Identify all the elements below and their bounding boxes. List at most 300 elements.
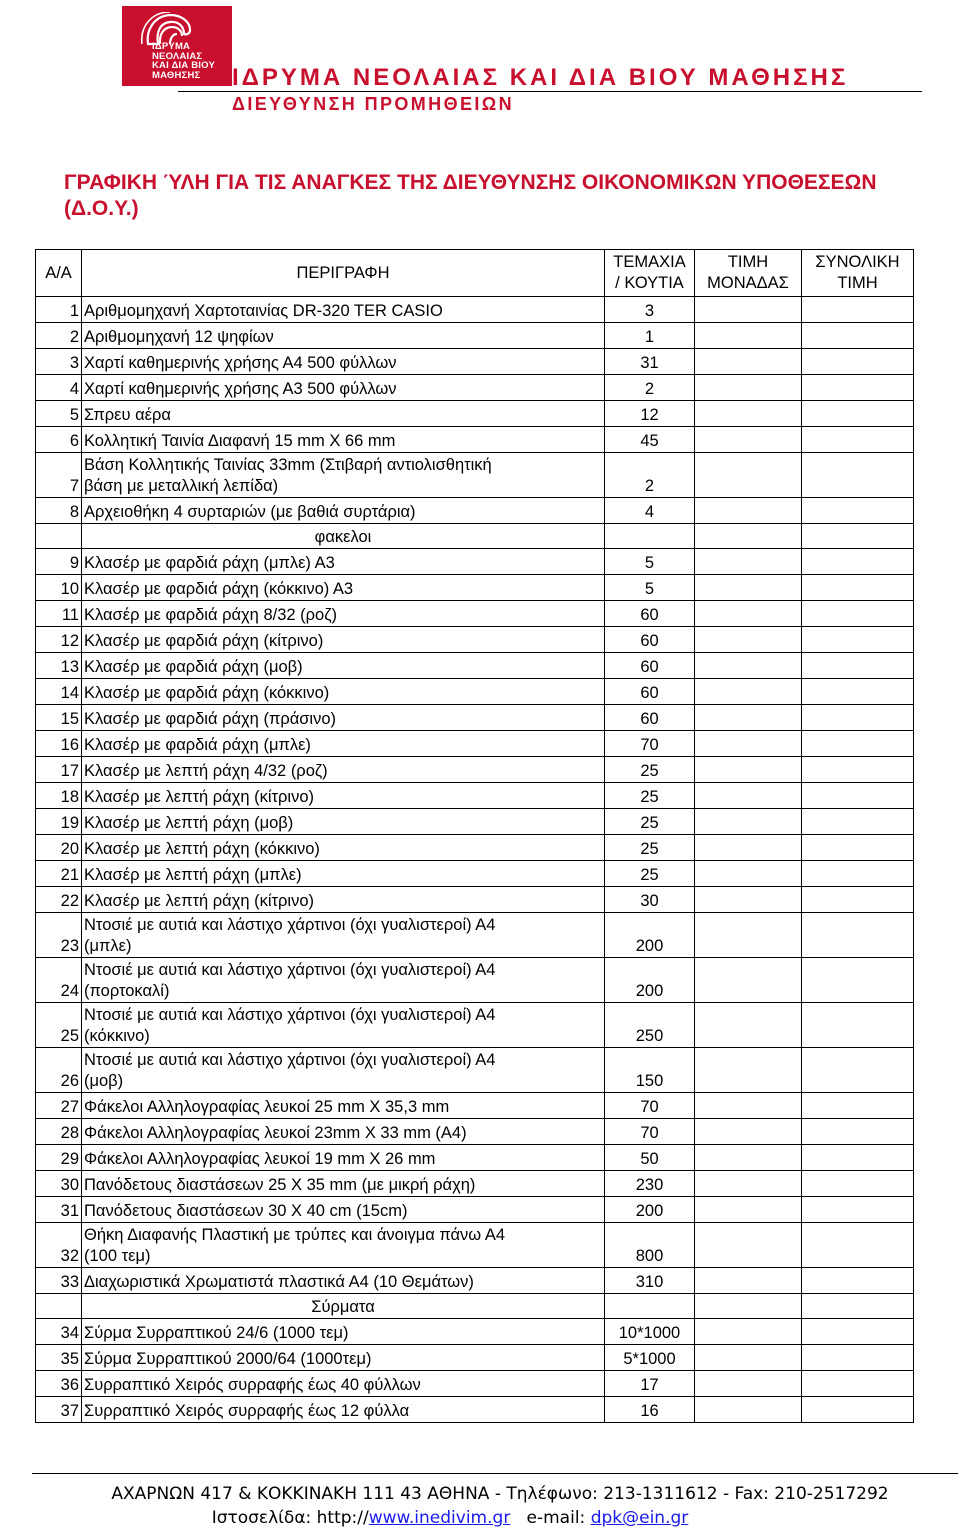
- cell-number: 3: [36, 349, 82, 375]
- cell-description: [82, 427, 605, 453]
- cell-blank: [605, 524, 695, 549]
- description-line: Χαρτί καθημερινής χρήσης Α4 500 φύλλων: [84, 354, 397, 372]
- cell-blank: [802, 524, 914, 549]
- footer-contacts: [0, 1508, 900, 1528]
- cell-number: 6: [36, 427, 82, 453]
- description-line: βάση με μεταλλική λεπίδα): [84, 477, 279, 495]
- column-header-total-price: [802, 250, 914, 297]
- description-line: Ντοσιέ με αυτιά και λάστιχο χάρτινοι (όχι γυαλιστεροί) Α4: [84, 1006, 496, 1024]
- cell-unit-price: [695, 427, 802, 453]
- table-row: [36, 1197, 914, 1223]
- description-line: Κλασέρ με φαρδιά ράχη (μπλε): [84, 736, 311, 754]
- cell-description: [82, 1371, 605, 1397]
- logo-line: ΚΑΙ ΔΙΑ ΒΙΟΥ: [152, 60, 215, 71]
- table-row: [36, 1048, 914, 1093]
- table-row: [36, 375, 914, 401]
- cell-description: [82, 757, 605, 783]
- cell-description: [82, 375, 605, 401]
- description-line: Κλασέρ με φαρδιά ράχη (μοβ): [84, 658, 303, 676]
- cell-description: [82, 627, 605, 653]
- cell-description: [82, 601, 605, 627]
- logo-text: [152, 42, 215, 80]
- cell-description: [82, 913, 605, 958]
- table-row: [36, 1119, 914, 1145]
- cell-quantity: 17: [605, 1371, 695, 1397]
- cell-number: 31: [36, 1197, 82, 1223]
- table-row: [36, 679, 914, 705]
- description-line: Φάκελοι Αλληλογραφίας λευκοί 19 mm Χ 26 mm: [84, 1150, 436, 1168]
- description-line: Σπρευ αέρα: [84, 406, 171, 424]
- header-divider: [178, 91, 922, 92]
- cell-description: [82, 453, 605, 498]
- cell-quantity: 31: [605, 349, 695, 375]
- description-line: Κλασέρ με φαρδιά ράχη (κόκκινο): [84, 684, 330, 702]
- cell-number: 9: [36, 549, 82, 575]
- table-row: [36, 453, 914, 498]
- cell-number: 7: [36, 453, 82, 498]
- cell-description: [82, 1197, 605, 1223]
- column-header-quantity: [605, 250, 695, 297]
- cell-total-price: [802, 375, 914, 401]
- cell-total-price: [802, 323, 914, 349]
- cell-number: 37: [36, 1397, 82, 1423]
- table-row: [36, 401, 914, 427]
- cell-description: [82, 1319, 605, 1345]
- logo-line: ΜΑΘΗΣΗΣ: [152, 69, 201, 81]
- table-row: [36, 887, 914, 913]
- cell-number: 21: [36, 861, 82, 887]
- table-row: [36, 1093, 914, 1119]
- cell-unit-price: [695, 809, 802, 835]
- cell-number: 16: [36, 731, 82, 757]
- description-line: (κόκκινο): [84, 1027, 150, 1045]
- cell-number: 24: [36, 958, 82, 1003]
- cell-quantity: 150: [605, 1048, 695, 1093]
- header-line: / ΚΟΥΤΙΑ: [615, 274, 684, 292]
- cell-quantity: 12: [605, 401, 695, 427]
- cell-number: 18: [36, 783, 82, 809]
- table-row: [36, 731, 914, 757]
- description-line: Κλασέρ με λεπτή ράχη (κίτρινο): [84, 788, 315, 806]
- cell-unit-price: [695, 783, 802, 809]
- table-row: [36, 958, 914, 1003]
- description-line: Θήκη Διαφανής Πλαστική με τρύπες και άνοιγμα πάνω Α4: [84, 1226, 506, 1244]
- cell-description: [82, 323, 605, 349]
- description-line: Φάκελοι Αλληλογραφίας λευκοί 23mm Χ 33 mm (Α4): [84, 1124, 467, 1142]
- cell-total-price: [802, 1397, 914, 1423]
- cell-unit-price: [695, 835, 802, 861]
- cell-description: [82, 575, 605, 601]
- description-line: Συρραπτικό Χειρός συρραφής έως 12 φύλλα: [84, 1402, 410, 1420]
- logo-line: ΝΕΟΛΑΙΑΣ: [152, 50, 203, 62]
- cell-quantity: 200: [605, 913, 695, 958]
- organization-logo: [122, 6, 232, 86]
- website-link[interactable]: www.inedivim.gr: [368, 1508, 511, 1528]
- table-row: [36, 349, 914, 375]
- cell-description: [82, 349, 605, 375]
- description-line: Συρραπτικό Χειρός συρραφής έως 40 φύλλων: [84, 1376, 421, 1394]
- cell-unit-price: [695, 453, 802, 498]
- cell-quantity: 70: [605, 1093, 695, 1119]
- cell-description: [82, 1048, 605, 1093]
- cell-number: 17: [36, 757, 82, 783]
- description-line: Κλασέρ με φαρδιά ράχη 8/32 (ροζ): [84, 606, 337, 624]
- cell-total-price: [802, 861, 914, 887]
- cell-quantity: 2: [605, 453, 695, 498]
- cell-description: [82, 679, 605, 705]
- cell-total-price: [802, 575, 914, 601]
- description-line: (μοβ): [84, 1072, 124, 1090]
- cell-unit-price: [695, 653, 802, 679]
- description-line: Κλασέρ με λεπτή ράχη 4/32 (ροζ): [84, 762, 328, 780]
- cell-number: 4: [36, 375, 82, 401]
- cell-description: [82, 401, 605, 427]
- cell-unit-price: [695, 887, 802, 913]
- cell-number: 14: [36, 679, 82, 705]
- cell-total-price: [802, 498, 914, 524]
- cell-description: [82, 835, 605, 861]
- cell-quantity: 25: [605, 783, 695, 809]
- table-row: [36, 575, 914, 601]
- cell-quantity: 5: [605, 549, 695, 575]
- table-row: [36, 427, 914, 453]
- footer-divider: [32, 1473, 958, 1474]
- cell-total-price: [802, 401, 914, 427]
- description-line: Βάση Κολλητικής Ταινίας 33mm (Στιβαρή αντιολισθητική: [84, 456, 492, 474]
- cell-description: [82, 809, 605, 835]
- footer-address: ΑΧΑΡΝΩΝ 417 & ΚΟΚΚΙΝΑΚΗ 111 43 ΑΘΗΝΑ - Τηλέφωνο: 213-1311612 - Fax: 210-2517292: [111, 1484, 889, 1504]
- cell-number: 33: [36, 1268, 82, 1294]
- cell-description: [82, 958, 605, 1003]
- cell-description: [82, 1145, 605, 1171]
- table-row: [36, 1319, 914, 1345]
- cell-description: [82, 549, 605, 575]
- description-line: (100 τεμ): [84, 1247, 151, 1265]
- cell-quantity: 25: [605, 757, 695, 783]
- cell-total-price: [802, 1093, 914, 1119]
- cell-description: [82, 1119, 605, 1145]
- description-line: Διαχωριστικά Χρωματιστά πλαστικά Α4 (10 Θεμάτων): [84, 1273, 474, 1291]
- cell-description: [82, 1345, 605, 1371]
- table-row: [36, 809, 914, 835]
- cell-quantity: 800: [605, 1223, 695, 1268]
- cell-unit-price: [695, 1371, 802, 1397]
- description-line: Κλασέρ με φαρδιά ράχη (κόκκινο) Α3: [84, 580, 354, 598]
- website-label: Ιστοσελίδα: http://: [211, 1508, 369, 1528]
- description-line: Κλασέρ με λεπτή ράχη (κίτρινο): [84, 892, 315, 910]
- cell-number: 13: [36, 653, 82, 679]
- table-row: [36, 1268, 914, 1294]
- cell-total-price: [802, 809, 914, 835]
- email-label: e-mail:: [526, 1508, 586, 1528]
- cell-total-price: [802, 887, 914, 913]
- cell-unit-price: [695, 1319, 802, 1345]
- cell-total-price: [802, 297, 914, 323]
- table-body: [36, 297, 914, 1423]
- column-header-unit-price: [695, 250, 802, 297]
- cell-unit-price: [695, 1345, 802, 1371]
- cell-total-price: [802, 1371, 914, 1397]
- cell-total-price: [802, 757, 914, 783]
- logo-line: ΙΔΡΥΜΑ: [152, 41, 191, 52]
- cell-quantity: 10*1000: [605, 1319, 695, 1345]
- table-row: [36, 783, 914, 809]
- description-line: Κολλητική Ταινία Διαφανή 15 mm Χ 66 mm: [84, 432, 396, 450]
- cell-quantity: 310: [605, 1268, 695, 1294]
- cell-unit-price: [695, 1197, 802, 1223]
- header-line: ΜΟΝΑΔΑΣ: [707, 274, 789, 292]
- cell-description: [82, 1397, 605, 1423]
- cell-total-price: [802, 958, 914, 1003]
- description-line: Αριθμομηχανή Χαρτοταινίας DR-320 TER CASIO: [84, 302, 443, 320]
- cell-description: [82, 1223, 605, 1268]
- cell-number: 10: [36, 575, 82, 601]
- cell-total-price: [802, 1171, 914, 1197]
- cell-quantity: 5*1000: [605, 1345, 695, 1371]
- description-line: Κλασέρ με φαρδιά ράχη (κίτρινο): [84, 632, 324, 650]
- cell-unit-price: [695, 1048, 802, 1093]
- cell-total-price: [802, 705, 914, 731]
- cell-total-price: [802, 1048, 914, 1093]
- description-line: Κλασέρ με φαρδιά ράχη (μπλε) Α3: [84, 554, 335, 572]
- cell-quantity: 30: [605, 887, 695, 913]
- table-row: [36, 1397, 914, 1423]
- cell-quantity: 250: [605, 1003, 695, 1048]
- cell-total-price: [802, 349, 914, 375]
- cell-blank: [605, 1294, 695, 1319]
- description-line: Κλασέρ με φαρδιά ράχη (πράσινο): [84, 710, 337, 728]
- cell-description: [82, 887, 605, 913]
- section-heading: φακελοι: [82, 524, 605, 549]
- table-row: [36, 705, 914, 731]
- cell-quantity: 25: [605, 809, 695, 835]
- table-row: [36, 1171, 914, 1197]
- header-line: ΤΙΜΗ: [727, 253, 769, 271]
- cell-unit-price: [695, 913, 802, 958]
- cell-total-price: [802, 549, 914, 575]
- description-line: (πορτοκαλί): [84, 982, 170, 1000]
- cell-blank: [36, 524, 82, 549]
- cell-total-price: [802, 627, 914, 653]
- cell-total-price: [802, 1003, 914, 1048]
- cell-number: 30: [36, 1171, 82, 1197]
- cell-unit-price: [695, 401, 802, 427]
- description-line: Ντοσιέ με αυτιά και λάστιχο χάρτινοι (όχι γυαλιστεροί) Α4: [84, 961, 496, 979]
- cell-total-price: [802, 835, 914, 861]
- description-line: Χαρτί καθημερινής χρήσης Α3 500 φύλλων: [84, 380, 397, 398]
- cell-description: [82, 783, 605, 809]
- cell-unit-price: [695, 498, 802, 524]
- cell-number: 2: [36, 323, 82, 349]
- cell-unit-price: [695, 705, 802, 731]
- cell-quantity: 230: [605, 1171, 695, 1197]
- cell-quantity: 1: [605, 323, 695, 349]
- cell-unit-price: [695, 323, 802, 349]
- description-line: Πανόδετους διαστάσεων 25 Χ 35 mm (με μικρή ράχη): [84, 1176, 476, 1194]
- description-line: Σύρμα Συρραπτικού 24/6 (1000 τεμ): [84, 1324, 349, 1342]
- table-row: [36, 627, 914, 653]
- cell-quantity: 70: [605, 731, 695, 757]
- header-line: ΤΕΜΑΧΙΑ: [613, 253, 686, 271]
- column-header-number: Α/Α: [36, 250, 82, 297]
- cell-total-price: [802, 453, 914, 498]
- cell-total-price: [802, 1268, 914, 1294]
- cell-quantity: 25: [605, 835, 695, 861]
- cell-number: 25: [36, 1003, 82, 1048]
- table-row: [36, 913, 914, 958]
- cell-unit-price: [695, 349, 802, 375]
- table-row: [36, 1003, 914, 1048]
- cell-total-price: [802, 1145, 914, 1171]
- cell-blank: [695, 1294, 802, 1319]
- cell-number: 36: [36, 1371, 82, 1397]
- table-row: [36, 653, 914, 679]
- description-line: Ντοσιέ με αυτιά και λάστιχο χάρτινοι (όχι γυαλιστεροί) Α4: [84, 1051, 496, 1069]
- cell-blank: [36, 1294, 82, 1319]
- cell-quantity: 45: [605, 427, 695, 453]
- cell-quantity: 4: [605, 498, 695, 524]
- cell-quantity: 50: [605, 1145, 695, 1171]
- table-row: [36, 835, 914, 861]
- cell-unit-price: [695, 601, 802, 627]
- table-row: [36, 1345, 914, 1371]
- cell-unit-price: [695, 757, 802, 783]
- description-line: Κλασέρ με λεπτή ράχη (μοβ): [84, 814, 294, 832]
- cell-unit-price: [695, 1003, 802, 1048]
- cell-total-price: [802, 653, 914, 679]
- cell-total-price: [802, 731, 914, 757]
- description-line: Αριθμομηχανή 12 ψηφίων: [84, 328, 274, 346]
- cell-number: 35: [36, 1345, 82, 1371]
- cell-quantity: 70: [605, 1119, 695, 1145]
- description-line: Πανόδετους διαστάσεων 30 Χ 40 cm (15cm): [84, 1202, 408, 1220]
- cell-number: 15: [36, 705, 82, 731]
- description-line: Σύρμα Συρραπτικού 2000/64 (1000τεμ): [84, 1350, 372, 1368]
- column-header-description: ΠΕΡΙΓΡΑΦΗ: [82, 250, 605, 297]
- table-header-row: [36, 250, 914, 297]
- cell-total-price: [802, 1119, 914, 1145]
- cell-total-price: [802, 783, 914, 809]
- cell-number: 11: [36, 601, 82, 627]
- cell-unit-price: [695, 1397, 802, 1423]
- cell-number: 12: [36, 627, 82, 653]
- cell-unit-price: [695, 1223, 802, 1268]
- cell-number: 28: [36, 1119, 82, 1145]
- cell-unit-price: [695, 297, 802, 323]
- cell-description: [82, 498, 605, 524]
- supplies-table: [35, 249, 914, 1423]
- cell-total-price: [802, 601, 914, 627]
- cell-total-price: [802, 1319, 914, 1345]
- table-row: [36, 757, 914, 783]
- table-row: [36, 601, 914, 627]
- cell-total-price: [802, 427, 914, 453]
- header-line: ΤΙΜΗ: [837, 274, 878, 292]
- description-line: Αρχειοθήκη 4 συρταριών (με βαθιά συρτάρια): [84, 503, 416, 521]
- cell-quantity: 3: [605, 297, 695, 323]
- table-row: [36, 297, 914, 323]
- cell-quantity: 60: [605, 679, 695, 705]
- table-row: [36, 1223, 914, 1268]
- cell-total-price: [802, 1197, 914, 1223]
- cell-number: 26: [36, 1048, 82, 1093]
- cell-quantity: 5: [605, 575, 695, 601]
- cell-unit-price: [695, 958, 802, 1003]
- cell-number: 29: [36, 1145, 82, 1171]
- cell-quantity: 60: [605, 601, 695, 627]
- cell-quantity: 200: [605, 1197, 695, 1223]
- cell-number: 1: [36, 297, 82, 323]
- cell-unit-price: [695, 627, 802, 653]
- department-name: ΔΙΕΥΘΥΝΣΗ ΠΡΟΜΗΘΕΙΩΝ: [232, 94, 515, 114]
- table-row: [36, 1371, 914, 1397]
- cell-quantity: 16: [605, 1397, 695, 1423]
- description-line: Φάκελοι Αλληλογραφίας λευκοί 25 mm Χ 35,3 mm: [84, 1098, 450, 1116]
- cell-blank: [802, 1294, 914, 1319]
- description-line: Κλασέρ με λεπτή ράχη (κόκκινο): [84, 840, 320, 858]
- cell-unit-price: [695, 1093, 802, 1119]
- cell-unit-price: [695, 1145, 802, 1171]
- cell-total-price: [802, 913, 914, 958]
- cell-unit-price: [695, 575, 802, 601]
- cell-description: [82, 1093, 605, 1119]
- cell-total-price: [802, 1345, 914, 1371]
- cell-description: [82, 731, 605, 757]
- table-row: [36, 549, 914, 575]
- cell-description: [82, 861, 605, 887]
- cell-number: 20: [36, 835, 82, 861]
- cell-description: [82, 653, 605, 679]
- cell-number: 23: [36, 913, 82, 958]
- cell-unit-price: [695, 549, 802, 575]
- cell-quantity: 60: [605, 627, 695, 653]
- cell-unit-price: [695, 731, 802, 757]
- cell-description: [82, 1171, 605, 1197]
- cell-quantity: 60: [605, 653, 695, 679]
- table-row: [36, 498, 914, 524]
- cell-unit-price: [695, 1119, 802, 1145]
- cell-total-price: [802, 679, 914, 705]
- section-heading: Σύρματα: [82, 1294, 605, 1319]
- header-line: ΣΥΝΟΛΙΚΗ: [815, 253, 900, 271]
- description-line: Κλασέρ με λεπτή ράχη (μπλε): [84, 866, 302, 884]
- cell-number: 27: [36, 1093, 82, 1119]
- cell-unit-price: [695, 679, 802, 705]
- description-line: (μπλε): [84, 937, 132, 955]
- cell-number: 32: [36, 1223, 82, 1268]
- cell-number: 8: [36, 498, 82, 524]
- organization-name: ΙΔΡΥΜΑ ΝΕΟΛΑΙΑΣ ΚΑΙ ΔΙΑ ΒΙΟΥ ΜΑΘΗΣΗΣ: [232, 64, 849, 91]
- cell-description: [82, 1003, 605, 1048]
- email-link[interactable]: dpk@ein.gr: [590, 1508, 689, 1528]
- section-row: [36, 524, 914, 549]
- cell-quantity: 60: [605, 705, 695, 731]
- cell-unit-price: [695, 375, 802, 401]
- cell-number: 5: [36, 401, 82, 427]
- cell-quantity: 200: [605, 958, 695, 1003]
- cell-quantity: 25: [605, 861, 695, 887]
- cell-unit-price: [695, 1268, 802, 1294]
- cell-number: 19: [36, 809, 82, 835]
- cell-unit-price: [695, 1171, 802, 1197]
- cell-description: [82, 705, 605, 731]
- cell-unit-price: [695, 861, 802, 887]
- document-title: ΓΡΑΦΙΚΗ ΎΛΗ ΓΙΑ ΤΙΣ ΑΝΑΓΚΕΣ ΤΗΣ ΔΙΕΥΘΥΝΣΗΣ ΟΙΚΟΝΟΜΙΚΩΝ ΥΠΟΘΕΣΕΩΝ (Δ.Ο.Υ.): [64, 171, 877, 220]
- cell-description: [82, 1268, 605, 1294]
- cell-quantity: 2: [605, 375, 695, 401]
- table-row: [36, 323, 914, 349]
- cell-description: [82, 297, 605, 323]
